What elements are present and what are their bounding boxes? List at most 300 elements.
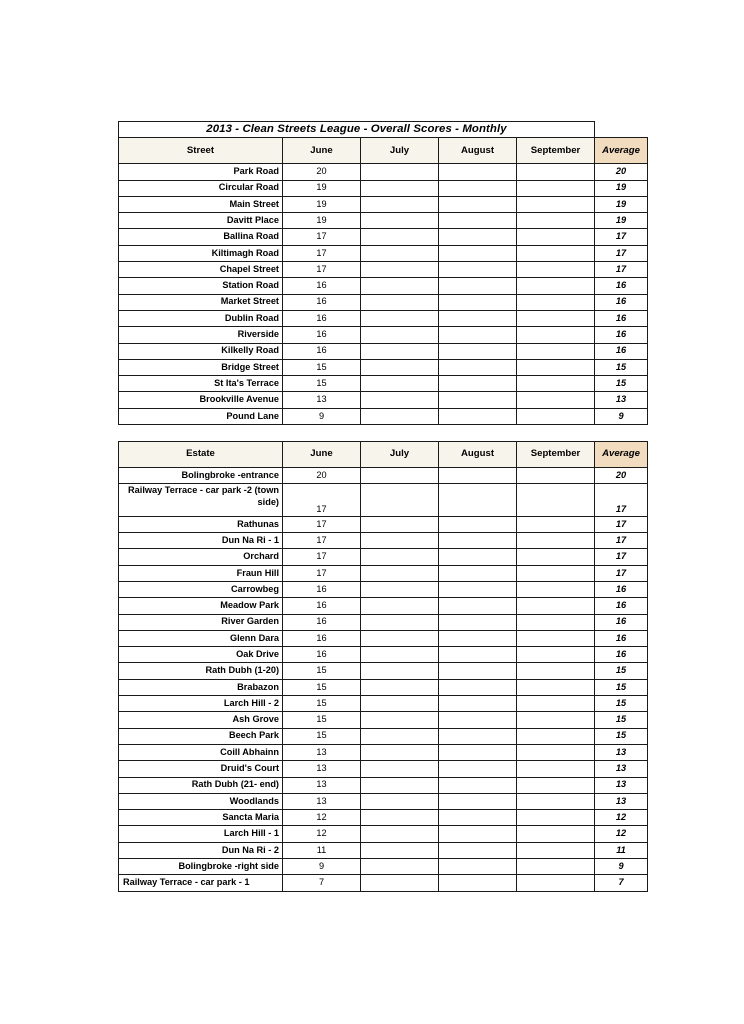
cell-june: 15: [283, 712, 361, 728]
streets-score-table: [118, 121, 648, 425]
cell-average: 15: [595, 359, 648, 375]
cell-june: 13: [283, 793, 361, 809]
column-header-august: August: [439, 138, 517, 164]
row-label: Larch Hill - 1: [119, 826, 283, 842]
cell-july: [361, 196, 439, 212]
cell-average: 13: [595, 392, 648, 408]
cell-august: [439, 294, 517, 310]
cell-june: 15: [283, 359, 361, 375]
cell-june: 17: [283, 533, 361, 549]
cell-average: 7: [595, 875, 648, 891]
cell-average: 17: [595, 484, 648, 517]
row-label: Main Street: [119, 196, 283, 212]
row-label: Ballina Road: [119, 229, 283, 245]
cell-july: [361, 245, 439, 261]
cell-september: [517, 679, 595, 695]
table-row: [119, 213, 648, 229]
cell-august: [439, 647, 517, 663]
cell-july: [361, 343, 439, 359]
cell-june: 17: [283, 229, 361, 245]
cell-july: [361, 565, 439, 581]
cell-july: [361, 392, 439, 408]
cell-august: [439, 842, 517, 858]
cell-september: [517, 359, 595, 375]
cell-september: [517, 343, 595, 359]
cell-september: [517, 392, 595, 408]
row-label: Railway Terrace - car park - 1: [119, 875, 283, 891]
table-row: [119, 484, 648, 517]
cell-september: [517, 516, 595, 532]
column-header-average: Average: [595, 442, 648, 468]
cell-average: 12: [595, 826, 648, 842]
cell-average: 15: [595, 728, 648, 744]
table-row: [119, 278, 648, 294]
cell-june: 19: [283, 180, 361, 196]
row-label: Brabazon: [119, 679, 283, 695]
table-row: [119, 581, 648, 597]
cell-june: 17: [283, 262, 361, 278]
estates-table-body: [119, 468, 648, 892]
cell-september: [517, 294, 595, 310]
cell-average: 9: [595, 859, 648, 875]
cell-september: [517, 196, 595, 212]
cell-september: [517, 663, 595, 679]
table-row: [119, 533, 648, 549]
cell-august: [439, 728, 517, 744]
cell-august: [439, 793, 517, 809]
table-row: [119, 549, 648, 565]
table-row: [119, 614, 648, 630]
cell-july: [361, 229, 439, 245]
cell-september: [517, 630, 595, 646]
cell-august: [439, 245, 517, 261]
column-header-august: August: [439, 442, 517, 468]
cell-june: 15: [283, 728, 361, 744]
cell-august: [439, 327, 517, 343]
cell-june: 9: [283, 859, 361, 875]
cell-average: 16: [595, 630, 648, 646]
cell-june: 19: [283, 196, 361, 212]
row-label: Fraun Hill: [119, 565, 283, 581]
cell-june: 12: [283, 826, 361, 842]
cell-average: 17: [595, 533, 648, 549]
cell-june: 13: [283, 392, 361, 408]
cell-june: 17: [283, 549, 361, 565]
column-header-september: September: [517, 138, 595, 164]
cell-july: [361, 180, 439, 196]
cell-june: 16: [283, 327, 361, 343]
row-label: Davitt Place: [119, 213, 283, 229]
table-row: [119, 516, 648, 532]
cell-august: [439, 262, 517, 278]
row-label: Brookville Avenue: [119, 392, 283, 408]
cell-june: 16: [283, 343, 361, 359]
cell-june: 7: [283, 875, 361, 891]
row-label: Glenn Dara: [119, 630, 283, 646]
cell-average: 16: [595, 294, 648, 310]
table-row: [119, 826, 648, 842]
cell-september: [517, 278, 595, 294]
cell-july: [361, 262, 439, 278]
cell-august: [439, 408, 517, 424]
cell-september: [517, 614, 595, 630]
cell-july: [361, 728, 439, 744]
cell-june: 17: [283, 516, 361, 532]
cell-average: 16: [595, 343, 648, 359]
cell-august: [439, 468, 517, 484]
cell-july: [361, 859, 439, 875]
cell-average: 17: [595, 565, 648, 581]
cell-september: [517, 164, 595, 180]
cell-july: [361, 647, 439, 663]
table-row: [119, 777, 648, 793]
row-label: Ash Grove: [119, 712, 283, 728]
cell-august: [439, 516, 517, 532]
table-row: [119, 761, 648, 777]
cell-july: [361, 810, 439, 826]
table-row: [119, 728, 648, 744]
cell-august: [439, 549, 517, 565]
cell-august: [439, 164, 517, 180]
table-row: [119, 408, 648, 424]
column-header-june: June: [283, 442, 361, 468]
column-header-average: Average: [595, 138, 648, 164]
cell-average: 19: [595, 213, 648, 229]
cell-july: [361, 164, 439, 180]
cell-september: [517, 484, 595, 517]
row-label: Dublin Road: [119, 310, 283, 326]
cell-june: 15: [283, 663, 361, 679]
cell-june: 16: [283, 630, 361, 646]
column-header-july: July: [361, 442, 439, 468]
row-label: St Ita's Terrace: [119, 376, 283, 392]
cell-june: 16: [283, 581, 361, 597]
cell-june: 16: [283, 310, 361, 326]
cell-july: [361, 327, 439, 343]
table-row: [119, 468, 648, 484]
cell-september: [517, 245, 595, 261]
cell-september: [517, 712, 595, 728]
cell-september: [517, 549, 595, 565]
row-label: Meadow Park: [119, 598, 283, 614]
cell-average: 17: [595, 245, 648, 261]
cell-september: [517, 213, 595, 229]
cell-july: [361, 614, 439, 630]
cell-august: [439, 696, 517, 712]
cell-july: [361, 842, 439, 858]
cell-july: [361, 294, 439, 310]
cell-august: [439, 213, 517, 229]
estates-header-row: [119, 442, 648, 468]
cell-august: [439, 359, 517, 375]
cell-july: [361, 533, 439, 549]
cell-august: [439, 598, 517, 614]
cell-august: [439, 343, 517, 359]
cell-july: [361, 663, 439, 679]
table-row: [119, 229, 648, 245]
table-row: [119, 647, 648, 663]
row-label: Railway Terrace - car park -2 (town side): [119, 484, 283, 517]
table-row: [119, 859, 648, 875]
cell-july: [361, 278, 439, 294]
streets-table-body: [119, 164, 648, 425]
cell-august: [439, 712, 517, 728]
cell-july: [361, 793, 439, 809]
table-row: [119, 630, 648, 646]
cell-july: [361, 376, 439, 392]
estates-score-table: [118, 441, 648, 892]
row-label: Sancta Maria: [119, 810, 283, 826]
cell-average: 16: [595, 647, 648, 663]
cell-average: 13: [595, 777, 648, 793]
cell-july: [361, 549, 439, 565]
row-label: Druid's Court: [119, 761, 283, 777]
cell-june: 16: [283, 614, 361, 630]
cell-september: [517, 327, 595, 343]
cell-july: [361, 826, 439, 842]
column-header-june: June: [283, 138, 361, 164]
cell-september: [517, 598, 595, 614]
cell-july: [361, 744, 439, 760]
cell-july: [361, 598, 439, 614]
cell-july: [361, 679, 439, 695]
row-label: Beech Park: [119, 728, 283, 744]
table-row: [119, 180, 648, 196]
cell-average: 19: [595, 180, 648, 196]
cell-june: 9: [283, 408, 361, 424]
table-row: [119, 712, 648, 728]
cell-august: [439, 810, 517, 826]
cell-june: 17: [283, 245, 361, 261]
row-label: Kiltimagh Road: [119, 245, 283, 261]
cell-august: [439, 376, 517, 392]
table-row: [119, 294, 648, 310]
cell-september: [517, 728, 595, 744]
cell-average: 17: [595, 229, 648, 245]
cell-average: 15: [595, 696, 648, 712]
cell-september: [517, 696, 595, 712]
cell-average: 17: [595, 549, 648, 565]
cell-july: [361, 484, 439, 517]
cell-july: [361, 630, 439, 646]
row-label: Station Road: [119, 278, 283, 294]
cell-june: 16: [283, 598, 361, 614]
table-row: [119, 810, 648, 826]
cell-june: 16: [283, 278, 361, 294]
cell-september: [517, 310, 595, 326]
row-label: Pound Lane: [119, 408, 283, 424]
table-row: [119, 359, 648, 375]
cell-august: [439, 229, 517, 245]
table-row: [119, 842, 648, 858]
row-label: Bolingbroke -entrance: [119, 468, 283, 484]
row-label: Rath Dubh (1-20): [119, 663, 283, 679]
row-label: Bolingbroke -right side: [119, 859, 283, 875]
cell-average: 15: [595, 376, 648, 392]
cell-july: [361, 213, 439, 229]
table-row: [119, 679, 648, 695]
cell-september: [517, 581, 595, 597]
row-label: Riverside: [119, 327, 283, 343]
cell-june: 13: [283, 777, 361, 793]
cell-september: [517, 744, 595, 760]
cell-average: 13: [595, 793, 648, 809]
table-row: [119, 663, 648, 679]
cell-august: [439, 565, 517, 581]
table-row: [119, 565, 648, 581]
cell-july: [361, 777, 439, 793]
cell-average: 20: [595, 468, 648, 484]
cell-average: 16: [595, 310, 648, 326]
column-header-estate: Estate: [119, 442, 283, 468]
row-label: Park Road: [119, 164, 283, 180]
table-row: [119, 310, 648, 326]
cell-june: 15: [283, 696, 361, 712]
cell-september: [517, 793, 595, 809]
column-header-september: September: [517, 442, 595, 468]
cell-september: [517, 408, 595, 424]
row-label: Chapel Street: [119, 262, 283, 278]
table-row: [119, 327, 648, 343]
cell-june: 17: [283, 484, 361, 517]
cell-average: 16: [595, 581, 648, 597]
table-row: [119, 793, 648, 809]
cell-average: 16: [595, 278, 648, 294]
cell-september: [517, 565, 595, 581]
cell-september: [517, 777, 595, 793]
cell-august: [439, 180, 517, 196]
cell-average: 17: [595, 262, 648, 278]
cell-august: [439, 581, 517, 597]
cell-july: [361, 696, 439, 712]
cell-average: 17: [595, 516, 648, 532]
cell-average: 12: [595, 810, 648, 826]
cell-september: [517, 229, 595, 245]
cell-average: 16: [595, 598, 648, 614]
cell-july: [361, 359, 439, 375]
row-label: Kilkelly Road: [119, 343, 283, 359]
row-label: Dun Na Ri - 1: [119, 533, 283, 549]
table-row: [119, 744, 648, 760]
cell-july: [361, 712, 439, 728]
cell-august: [439, 679, 517, 695]
row-label: Larch Hill - 2: [119, 696, 283, 712]
cell-average: 11: [595, 842, 648, 858]
cell-average: 16: [595, 614, 648, 630]
cell-september: [517, 875, 595, 891]
cell-july: [361, 761, 439, 777]
cell-average: 20: [595, 164, 648, 180]
row-label: Bridge Street: [119, 359, 283, 375]
page-title: 2013 - Clean Streets League - Overall Scores - Monthly: [119, 122, 595, 138]
cell-july: [361, 875, 439, 891]
cell-september: [517, 842, 595, 858]
cell-june: 15: [283, 679, 361, 695]
cell-august: [439, 777, 517, 793]
cell-average: 15: [595, 712, 648, 728]
cell-september: [517, 761, 595, 777]
row-label: Rathunas: [119, 516, 283, 532]
column-header-street: Street: [119, 138, 283, 164]
row-label: Coill Abhainn: [119, 744, 283, 760]
cell-average: 15: [595, 679, 648, 695]
cell-june: 13: [283, 761, 361, 777]
cell-september: [517, 810, 595, 826]
cell-august: [439, 875, 517, 891]
cell-september: [517, 468, 595, 484]
cell-june: 13: [283, 744, 361, 760]
cell-june: 11: [283, 842, 361, 858]
column-header-july: July: [361, 138, 439, 164]
cell-august: [439, 310, 517, 326]
row-label: Woodlands: [119, 793, 283, 809]
cell-august: [439, 630, 517, 646]
row-label: River Garden: [119, 614, 283, 630]
cell-average: 19: [595, 196, 648, 212]
row-label: Rath Dubh (21- end): [119, 777, 283, 793]
row-label: Oak Drive: [119, 647, 283, 663]
cell-september: [517, 262, 595, 278]
cell-august: [439, 826, 517, 842]
table-row: [119, 875, 648, 891]
cell-july: [361, 408, 439, 424]
cell-august: [439, 663, 517, 679]
cell-july: [361, 581, 439, 597]
table-row: [119, 343, 648, 359]
cell-june: 16: [283, 647, 361, 663]
table-row: [119, 598, 648, 614]
cell-june: 15: [283, 376, 361, 392]
cell-june: 17: [283, 565, 361, 581]
title-row-spacer: [595, 122, 648, 138]
cell-june: 12: [283, 810, 361, 826]
cell-september: [517, 859, 595, 875]
cell-august: [439, 484, 517, 517]
cell-august: [439, 614, 517, 630]
table-row: [119, 245, 648, 261]
cell-september: [517, 647, 595, 663]
cell-average: 15: [595, 663, 648, 679]
cell-september: [517, 180, 595, 196]
table-row: [119, 196, 648, 212]
cell-august: [439, 278, 517, 294]
cell-june: 20: [283, 164, 361, 180]
cell-september: [517, 826, 595, 842]
row-label: Circular Road: [119, 180, 283, 196]
cell-august: [439, 859, 517, 875]
cell-june: 20: [283, 468, 361, 484]
table-row: [119, 262, 648, 278]
table-row: [119, 696, 648, 712]
cell-july: [361, 516, 439, 532]
table-row: [119, 392, 648, 408]
cell-june: 16: [283, 294, 361, 310]
cell-august: [439, 392, 517, 408]
table-row: [119, 376, 648, 392]
table-title-row: [119, 122, 648, 138]
cell-july: [361, 468, 439, 484]
cell-august: [439, 744, 517, 760]
cell-july: [361, 310, 439, 326]
cell-september: [517, 533, 595, 549]
streets-header-row: [119, 138, 648, 164]
row-label: Carrowbeg: [119, 581, 283, 597]
cell-august: [439, 533, 517, 549]
cell-average: 16: [595, 327, 648, 343]
cell-june: 19: [283, 213, 361, 229]
table-row: [119, 164, 648, 180]
cell-average: 13: [595, 761, 648, 777]
